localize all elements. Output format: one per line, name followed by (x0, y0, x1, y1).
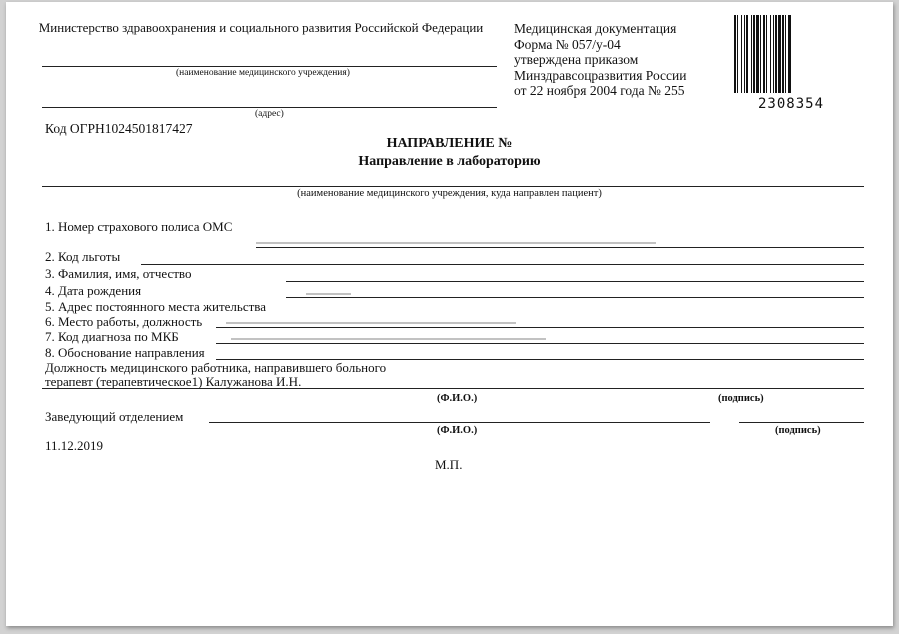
barcode-bar (788, 15, 791, 93)
barcode-bar (770, 15, 771, 93)
referrer-label: Должность медицинского работника, направившего больного (45, 360, 387, 375)
workplace-line (216, 327, 864, 328)
referrer-line (42, 388, 864, 389)
barcode (732, 15, 832, 93)
barcode-bar (763, 15, 765, 93)
field-benefit-code: 2. Код льготы (45, 249, 121, 264)
barcode-bar (753, 15, 755, 93)
barcode-bar (778, 15, 781, 93)
ogrn-code: Код ОГРН1024501817427 (45, 121, 193, 136)
redacted-text (231, 338, 546, 340)
field-birth-date: 4. Дата рождения (45, 283, 142, 298)
barcode-bar (741, 15, 742, 93)
barcode-bar (734, 15, 736, 93)
head-signature-caption: (подпись) (775, 425, 821, 436)
document-title: НАПРАВЛЕНИЕ № (386, 136, 513, 151)
barcode-bar (766, 15, 767, 93)
barcode-bar (744, 15, 745, 93)
redacted-text (256, 242, 656, 244)
referral-form-page (6, 2, 893, 626)
head-of-dept-label: Заведующий отделением (45, 409, 184, 424)
barcode-number: 2308354 (758, 96, 825, 112)
barcode-bar (746, 15, 748, 93)
barcode-bar (756, 15, 759, 93)
barcode-bar (775, 15, 777, 93)
form-info-line: от 22 ноября 2004 года № 255 (514, 83, 685, 98)
field-full-name: 3. Фамилия, имя, отчество (45, 266, 192, 281)
form-info-line: Минздравсоцразвития России (514, 67, 687, 83)
barcode-bar (760, 15, 761, 93)
address-line (42, 107, 497, 108)
field-icd-code: 7. Код диагноза по МКБ (45, 329, 179, 344)
field-address: 5. Адрес постоянного места жительства (45, 299, 267, 314)
redacted-text (306, 293, 351, 295)
form-info-line: утверждена приказом (514, 52, 639, 67)
head-fio-caption: (Ф.И.О.) (437, 425, 478, 436)
barcode-bar (785, 15, 786, 93)
referrer-value: терапевт (терапевтическое1) Калужанова И.Н. (45, 374, 302, 389)
field-referral-reason: 8. Обоснование направления (45, 345, 205, 360)
full-name-line (286, 281, 864, 282)
barcode-bar (751, 15, 752, 93)
barcode-bar (737, 15, 738, 93)
form-info-line: Форма № 057/у-04 (514, 36, 621, 52)
referral-date: 11.12.2019 (45, 438, 104, 453)
form-info (514, 21, 687, 99)
document-subtitle: Направление в лабораторию (358, 154, 541, 169)
head-signature-line (739, 422, 864, 423)
head-fio-line (209, 422, 710, 423)
destination-caption: (наименование медицинского учреждения, куда направлен пациент) (297, 188, 602, 199)
redacted-text (226, 322, 516, 324)
barcode-bar (782, 15, 784, 93)
destination-line (42, 186, 864, 187)
benefit-code-line (141, 264, 864, 265)
barcode-bar (773, 15, 774, 93)
birth-date-line (286, 297, 864, 298)
field-insurance-policy: 1. Номер страхового полиса ОМС (45, 219, 233, 234)
referrer-signature-caption: (подпись) (718, 393, 764, 404)
address-caption: (адрес) (255, 109, 284, 119)
referrer-fio-caption: (Ф.И.О.) (437, 393, 478, 404)
ministry-name: Министерство здравоохранения и социального развития Российской Федерации (38, 20, 484, 35)
insurance-policy-line (256, 247, 864, 248)
institution-line (42, 66, 497, 67)
icd-code-line (216, 343, 864, 344)
form-info-line: Медицинская документация (514, 21, 677, 36)
institution-caption: (наименование медицинского учреждения) (176, 68, 350, 78)
field-workplace: 6. Место работы, должность (45, 314, 203, 329)
stamp-placeholder: М.П. (435, 457, 463, 472)
